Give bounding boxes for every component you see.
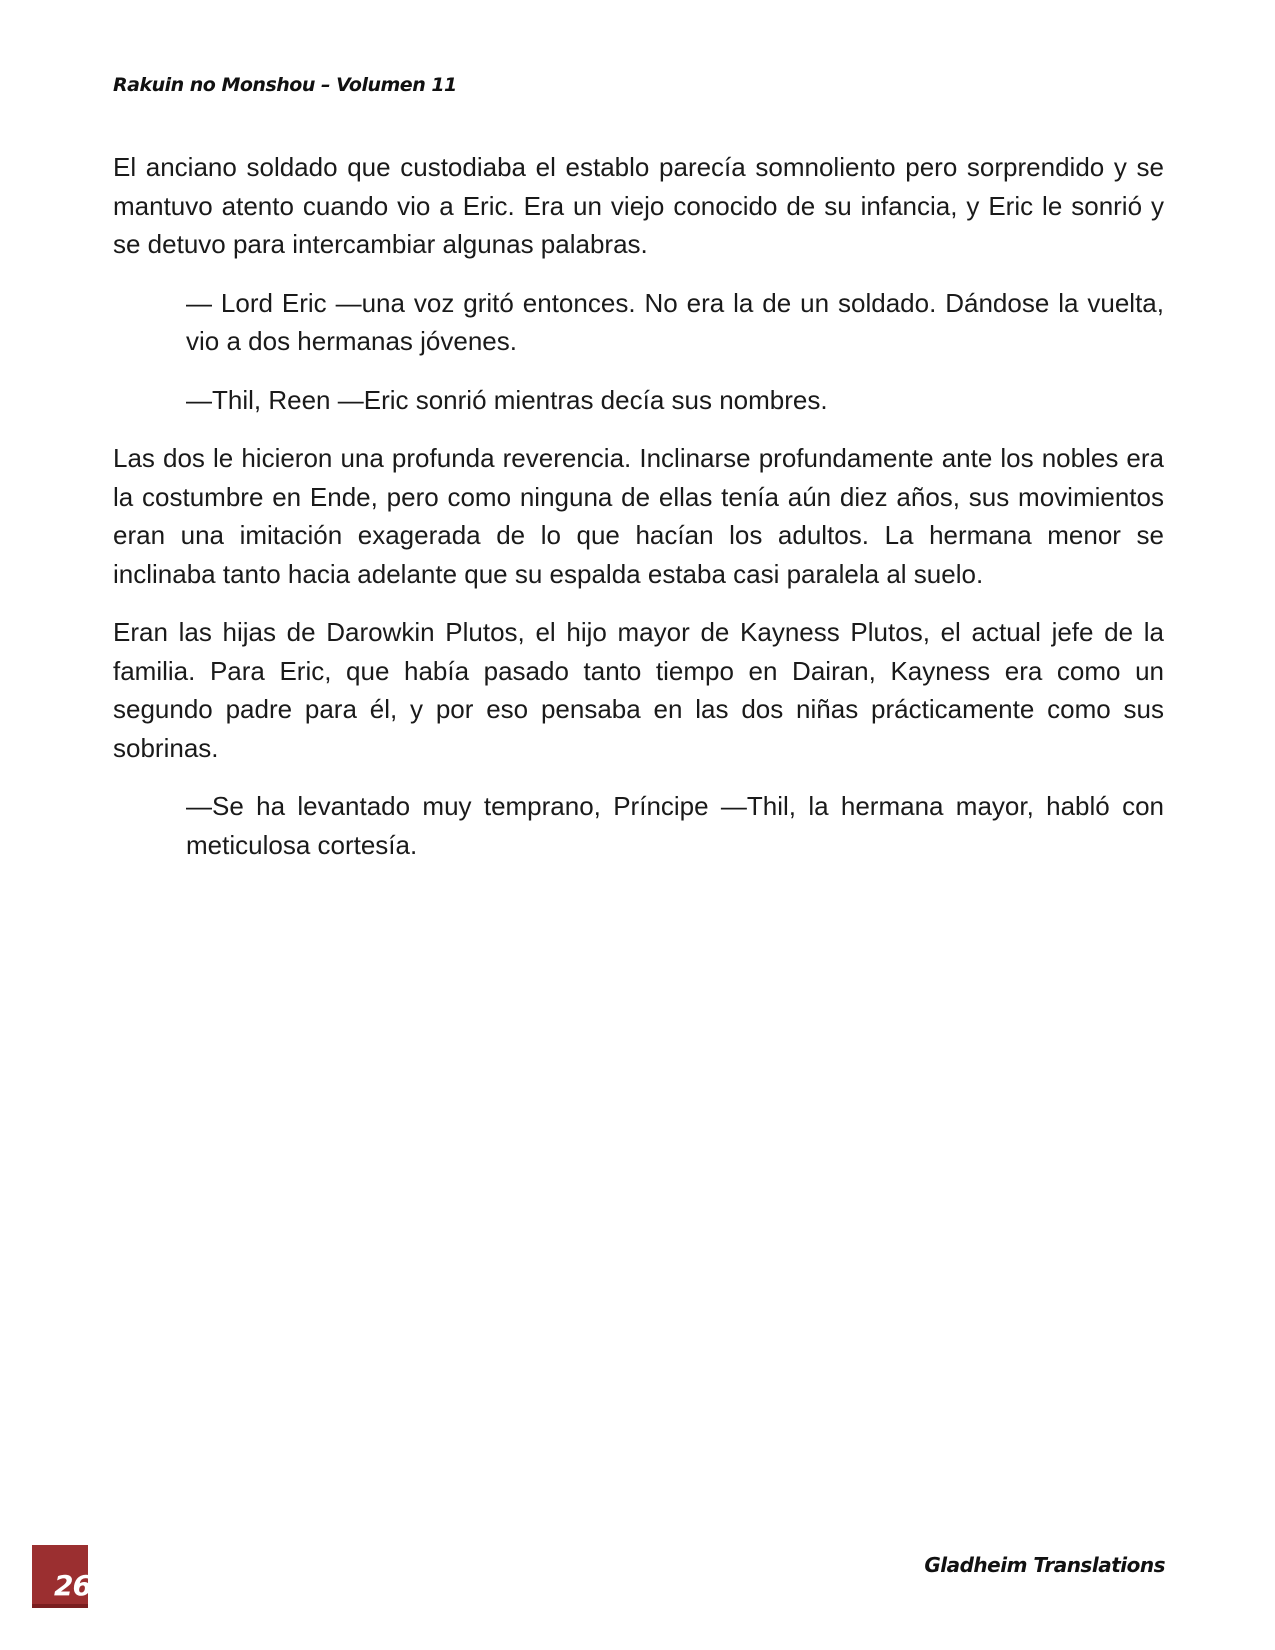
body-text: [113, 148, 1164, 884]
paragraph-narration: El anciano soldado que custodiaba el establo parecía somnoliento pero sorprendido y se mantuvo atento cuando vio a Eric. Era un viejo conocido de su infancia, y Eric le sonrió y se detuvo para intercambiar algunas palabras.: [113, 152, 1164, 259]
running-header-title: Rakuin no Monshou – Volumen 11: [113, 74, 457, 96]
paragraph-narration: Las dos le hicieron una profunda reverencia. Inclinarse profundamente ante los nobles era la costumbre en Ende, pero como ninguna de ellas tenía aún diez años, sus movimientos eran una imitación exagerada de lo que hacían los adultos. La hermana menor se inclinaba tanto hacia adelante que su espalda estaba casi paralela al suelo.: [113, 443, 1164, 589]
paragraph-dialogue: —Se ha levantado muy temprano, Príncipe —Thil, la hermana mayor, habló con meticulosa cortesía.: [186, 791, 1164, 860]
paragraph-dialogue: —Thil, Reen —Eric sonrió mientras decía sus nombres.: [186, 384, 828, 415]
paragraph-dialogue: — Lord Eric —una voz gritó entonces. No era la de un soldado. Dándose la vuelta, vio a dos hermanas jóvenes.: [186, 287, 1164, 356]
page-number: 26: [54, 1569, 91, 1602]
paragraph-narration: Eran las hijas de Darowkin Plutos, el hijo mayor de Kayness Plutos, el actual jefe de la familia. Para Eric, que había pasado tanto tiempo en Dairan, Kayness era como un segundo padre para él, y por eso pensaba en las dos niñas prácticamente como sus sobrinas.: [113, 617, 1164, 763]
page-number-badge: [32, 1545, 91, 1608]
footer-credit: Gladheim Translations: [924, 1553, 1165, 1577]
